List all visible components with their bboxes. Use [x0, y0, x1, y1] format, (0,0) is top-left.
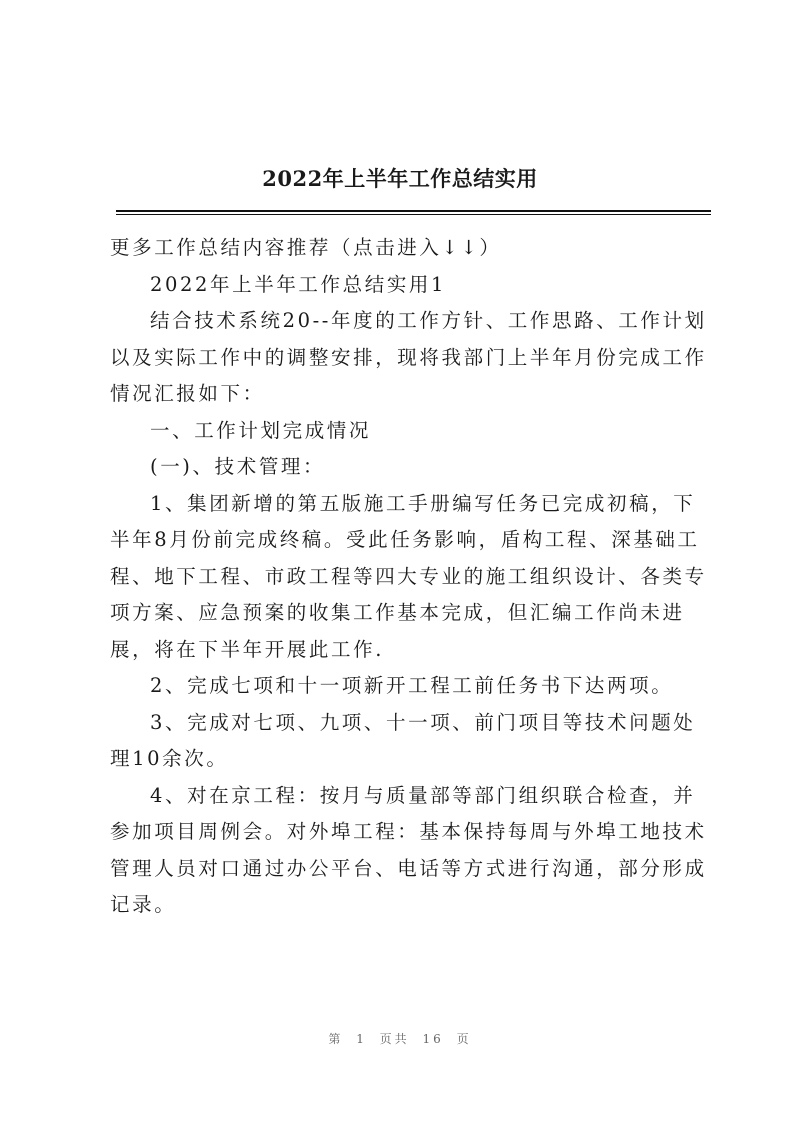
title-divider-thin	[116, 214, 711, 215]
heading-plan-completion: 一、工作计划完成情况	[150, 418, 372, 442]
intro-paragraph: 结合技术系统20--年度的工作方针、工作思路、工作计划以及实际工作中的调整安排，现将我部门上半年月份完成工作情况汇报如下：	[110, 309, 707, 405]
item-paragraph-3: 3、完成对七项、九项、十一项、前门项目等技术问题处理10余次。	[110, 710, 696, 770]
section-heading: 2022年上半年工作总结实用1	[150, 272, 447, 296]
title-divider-thick	[116, 210, 711, 212]
item-paragraph-1: 1、集团新增的第五版施工手册编写任务已完成初稿，下半年8月份前完成终稿。受此任务影响，盾构工程、深基础工程、地下工程、市政工程等四大专业的施工组织设计、各类专项方案、应急预案的收集工作基本完成，但汇编工作尚未进展，将在下半年开展此工作.	[110, 491, 707, 661]
item-paragraph-2: 2、完成七项和十一项新开工程工前任务书下达两项。	[150, 674, 674, 697]
page-number-footer: 第 1 页共 16 页	[328, 1032, 472, 1046]
document-body	[110, 230, 715, 924]
item-paragraph-4: 4、对在京工程：按月与质量部等部门组织联合检查，并参加项目周例会。对外埠工程：基本保持每周与外埠工地技术管理人员对口通过办公平台、电话等方式进行沟通，部分形成记录。	[110, 783, 707, 916]
document-title: 2022年上半年工作总结实用	[262, 166, 538, 191]
subheading-tech-management: (一)、技术管理：	[150, 455, 326, 478]
recommend-link[interactable]: 更多工作总结内容推荐（点击进入↓↓）	[110, 236, 502, 259]
